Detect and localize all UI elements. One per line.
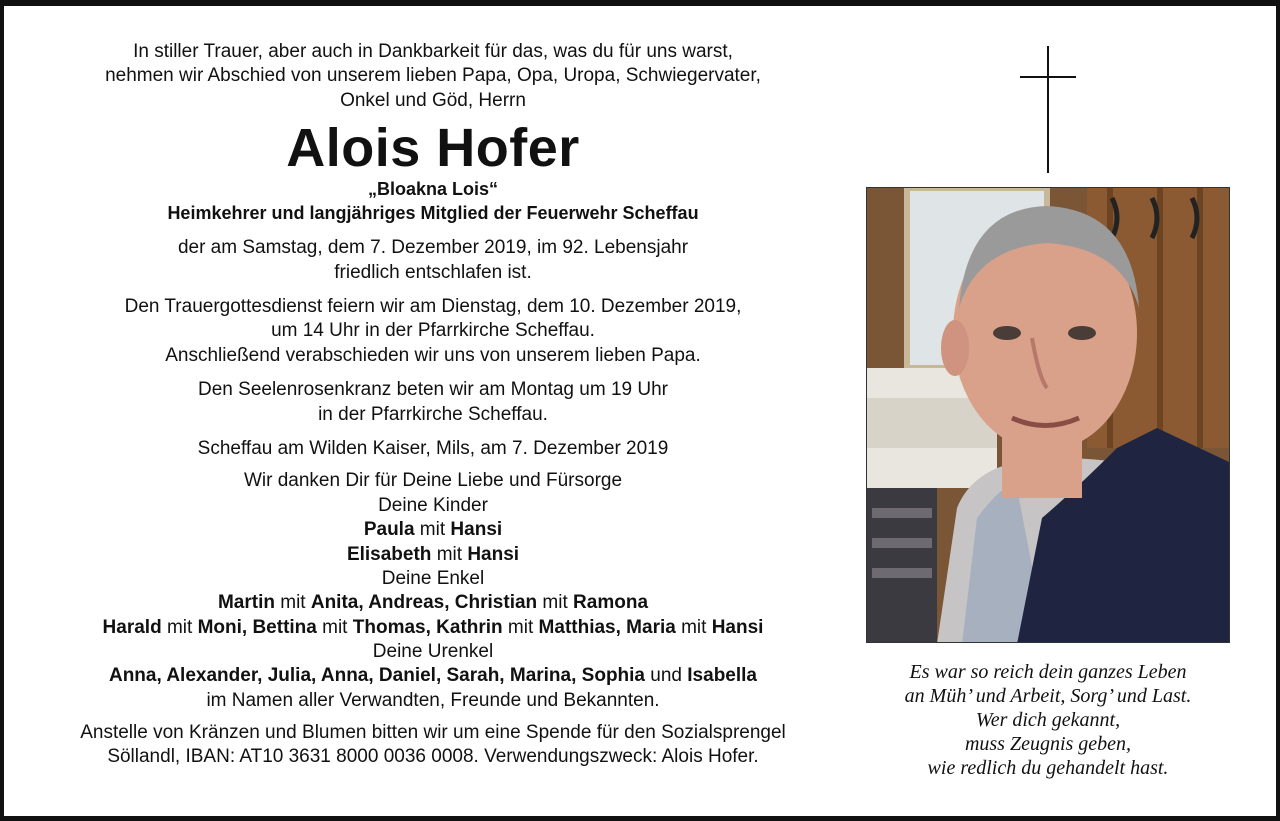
poem-line: muss Zeugnis geben, <box>964 733 1132 755</box>
thanks-line: Wir danken Dir für Deine Liebe und Fürsorge <box>243 470 623 492</box>
poem-line: wie redlich du gehandelt hast. <box>927 757 1169 779</box>
grandchildren-label: Deine Enkel <box>381 567 485 589</box>
connector: mit <box>274 592 311 614</box>
connector: mit <box>161 616 198 638</box>
intro-line: Onkel und Göd, Herrn <box>340 89 526 111</box>
donation-notice <box>40 721 826 770</box>
death-notice <box>40 236 826 285</box>
rosary-notice <box>40 378 826 427</box>
relatives-line: im Namen aller Verwandten, Freunde und Bekannten. <box>206 689 660 711</box>
children-label: Deine Kinder <box>378 494 488 516</box>
obituary-text-column <box>40 40 826 770</box>
great-grandchild-names: Anna, Alexander, Julia, Anna, Daniel, Sarah, Marina, Sophia <box>108 665 646 687</box>
great-grandchildren-label: Deine Urenkel <box>372 640 494 662</box>
connector: und <box>645 665 688 687</box>
donation-line: Anstelle von Kränzen und Blumen bitten wir um eine Spende für den Sozialsprengel <box>80 721 786 743</box>
grandchild-names: Thomas, Kathrin <box>352 616 503 638</box>
cross-icon <box>1020 46 1076 173</box>
cross-vertical-bar <box>1047 46 1049 173</box>
children-line <box>40 543 826 567</box>
portrait-illustration <box>867 188 1230 643</box>
connector: mit <box>316 616 353 638</box>
child-name: Elisabeth <box>346 543 432 565</box>
poem-line: an Müh’ und Arbeit, Sorg’ und Last. <box>904 685 1192 707</box>
child-name: Paula <box>363 519 415 541</box>
grandchildren-line <box>40 616 826 640</box>
connector: mit <box>675 616 712 638</box>
funeral-line: Anschließend verabschieden wir uns von unserem lieben Papa. <box>165 344 701 366</box>
partner-name: Ramona <box>573 592 649 614</box>
memorial-poem <box>846 660 1250 780</box>
connector: mit <box>431 543 468 565</box>
partner-name: Hansi <box>450 519 503 541</box>
connector: mit <box>537 592 574 614</box>
cross-horizontal-bar <box>1020 76 1076 78</box>
rosary-line: in der Pfarrkirche Scheffau. <box>318 403 548 425</box>
deceased-name: Alois Hofer <box>286 118 580 179</box>
rosary-line: Den Seelenrosenkranz beten wir am Montag um 19 Uhr <box>198 379 668 401</box>
partner-name: Hansi <box>467 543 520 565</box>
intro-line: nehmen wir Abschied von unserem lieben Papa, Opa, Uropa, Schwiegervater, <box>105 65 761 87</box>
role-description: Heimkehrer und langjähriges Mitglied der Feuerwehr Scheffau <box>167 203 699 224</box>
connector: mit <box>414 519 451 541</box>
grandchild-names: Anita, Andreas, Christian <box>310 592 538 614</box>
connector: mit <box>502 616 539 638</box>
donation-line: Söllandl, IBAN: AT10 3631 8000 0036 0008. Verwendungszweck: Alois Hofer. <box>107 746 759 768</box>
poem-line: Wer dich gekannt, <box>975 709 1121 731</box>
grandchild-names: Moni, Bettina <box>197 616 317 638</box>
grandchild-name: Martin <box>217 592 275 614</box>
intro-text <box>40 40 826 113</box>
portrait-photo <box>866 187 1230 643</box>
grandchild-names: Matthias, Maria <box>538 616 676 638</box>
funeral-line: um 14 Uhr in der Pfarrkirche Scheffau. <box>271 320 595 342</box>
children-line <box>40 518 826 542</box>
place-date: Scheffau am Wilden Kaiser, Mils, am 7. Dezember 2019 <box>197 438 669 460</box>
poem-line: Es war so reich dein ganzes Leben <box>909 661 1187 683</box>
grandchildren-line <box>40 591 826 615</box>
intro-line: In stiller Trauer, aber auch in Dankbarkeit für das, was du für uns warst, <box>133 41 733 62</box>
great-grandchildren-line <box>40 664 826 688</box>
partner-name: Hansi <box>711 616 764 638</box>
death-line: der am Samstag, dem 7. Dezember 2019, im 92. Lebensjahr <box>177 237 689 259</box>
death-line: friedlich entschlafen ist. <box>334 261 532 283</box>
funeral-notice <box>40 295 826 368</box>
grandchild-name: Harald <box>102 616 162 638</box>
funeral-line: Den Trauergottesdienst feiern wir am Dienstag, dem 10. Dezember 2019, <box>124 296 742 318</box>
great-grandchild-name: Isabella <box>687 665 757 687</box>
nickname: „Bloakna Lois“ <box>367 179 499 200</box>
